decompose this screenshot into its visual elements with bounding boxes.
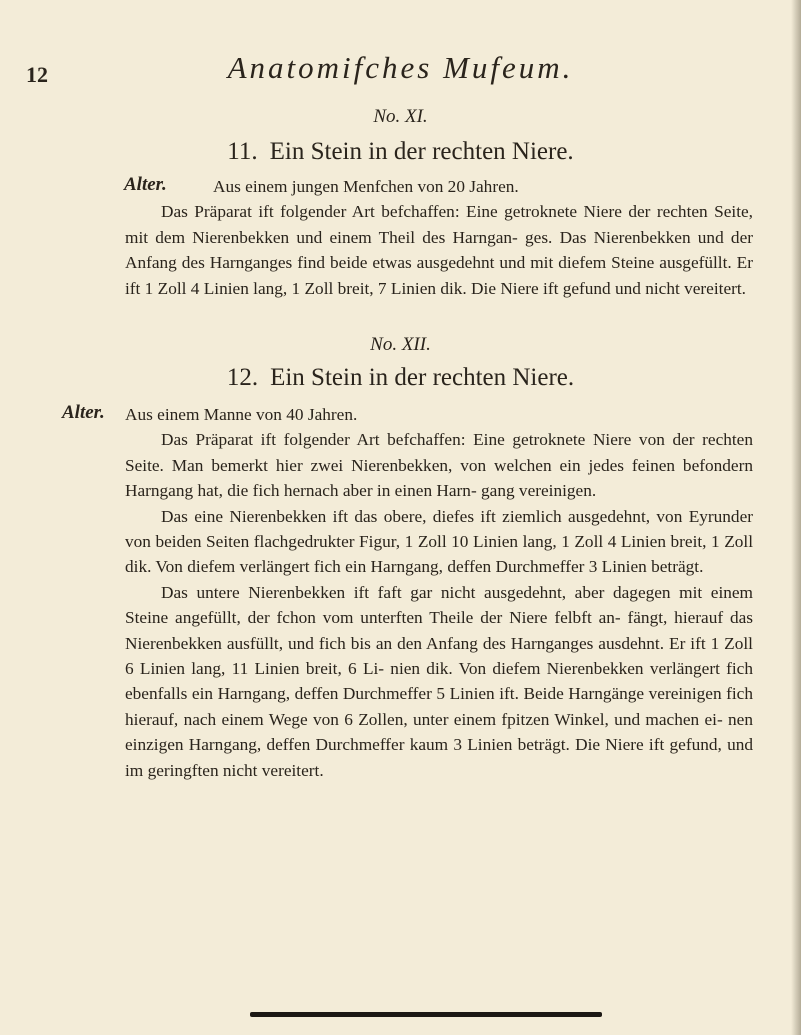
paragraph: Das Präparat ift folgender Art befchaffen: Eine getroknete Niere der rechten Seite, mit dem Nierenbekken und einem Theil des Harngan- ges. Das Nierenbekken und der Anfang des Harnganges find beide etwas ausgedehnt und mit diefem Steine ausgefüllt. Er ift 1 Zoll 4 Linien lang, 1 Zoll breit, 7 Linien dik. Die Niere ift gefund und nicht vereitert.	[125, 202, 753, 298]
entry-number-label: No. XII.	[370, 334, 431, 355]
paragraph: Aus einem jungen Menfchen von 20 Jahren.	[213, 177, 519, 196]
paragraph: Das eine Nierenbekken ift das obere, diefes ift ziemlich ausgedehnt, von Eyrunder von beiden Seiten flachgedrukter Figur, 1 Zoll 10 Linien lang, 1 Zoll 4 Linien breit, 1 Zoll dik. Von diefem verlängert fich ein Harngang, deffen Durchmeffer 3 Linien beträgt.	[125, 506, 753, 577]
entry-number: 12.	[226, 364, 259, 391]
entry-title	[0, 138, 801, 166]
paragraph: Aus einem Manne von 40 Jahren.	[125, 405, 358, 424]
bottom-rule	[250, 1012, 602, 1017]
entry-title-text: Ein Stein in der rechten Niere.	[270, 364, 575, 391]
margin-note: Alter.	[62, 402, 105, 423]
entry-title	[0, 364, 801, 392]
entry-body	[125, 174, 753, 301]
paragraph: Das untere Nierenbekken ift faft gar nicht ausgedehnt, aber dagegen mit einem Steine angefüllt, der fchon vom unterften Theile der Niere felbft an- fängt, hierauf das Nierenbekken ausfüllt, und fich bis an den Anfang des Harnganges ausdehnt. Er ift 1 Zoll 6 Linien lang, 11 Linien breit, 6 Li- nien dik. Von diefem Nierenbekken verlängert fich ebenfalls ein Harngang, deffen Durchmeffer 5 Linien ift. Beide Harngänge vereinigen fich hierauf, nach einem Wege von 6 Zollen, unter einem fpitzen Winkel, und machen ei- nen einzigen Harngang, deffen Durchmeffer kaum 3 Linien beträgt. Die Niere ift gefund, und im geringften nicht vereitert.	[125, 582, 753, 780]
page-edge	[791, 0, 801, 1035]
margin-note: Alter.	[124, 174, 167, 195]
entry-number-label: No. XI.	[373, 106, 428, 127]
page-number: 12	[26, 62, 48, 87]
paragraph: Das Präparat ift folgender Art befchaffen: Eine getroknete Niere von der rechten Seite. Man bemerkt hier zwei Nierenbekken, von welchen ein jedes feinen befondern Harngang hat, die fich hernach aber in einen Harn- gang vereinigen.	[125, 430, 753, 501]
entry-title-text: Ein Stein in der rechten Niere.	[269, 138, 574, 165]
running-title: Anatomifches Mufeum.	[227, 50, 574, 85]
entry-body	[125, 402, 753, 783]
entry-number: 11.	[227, 138, 258, 165]
